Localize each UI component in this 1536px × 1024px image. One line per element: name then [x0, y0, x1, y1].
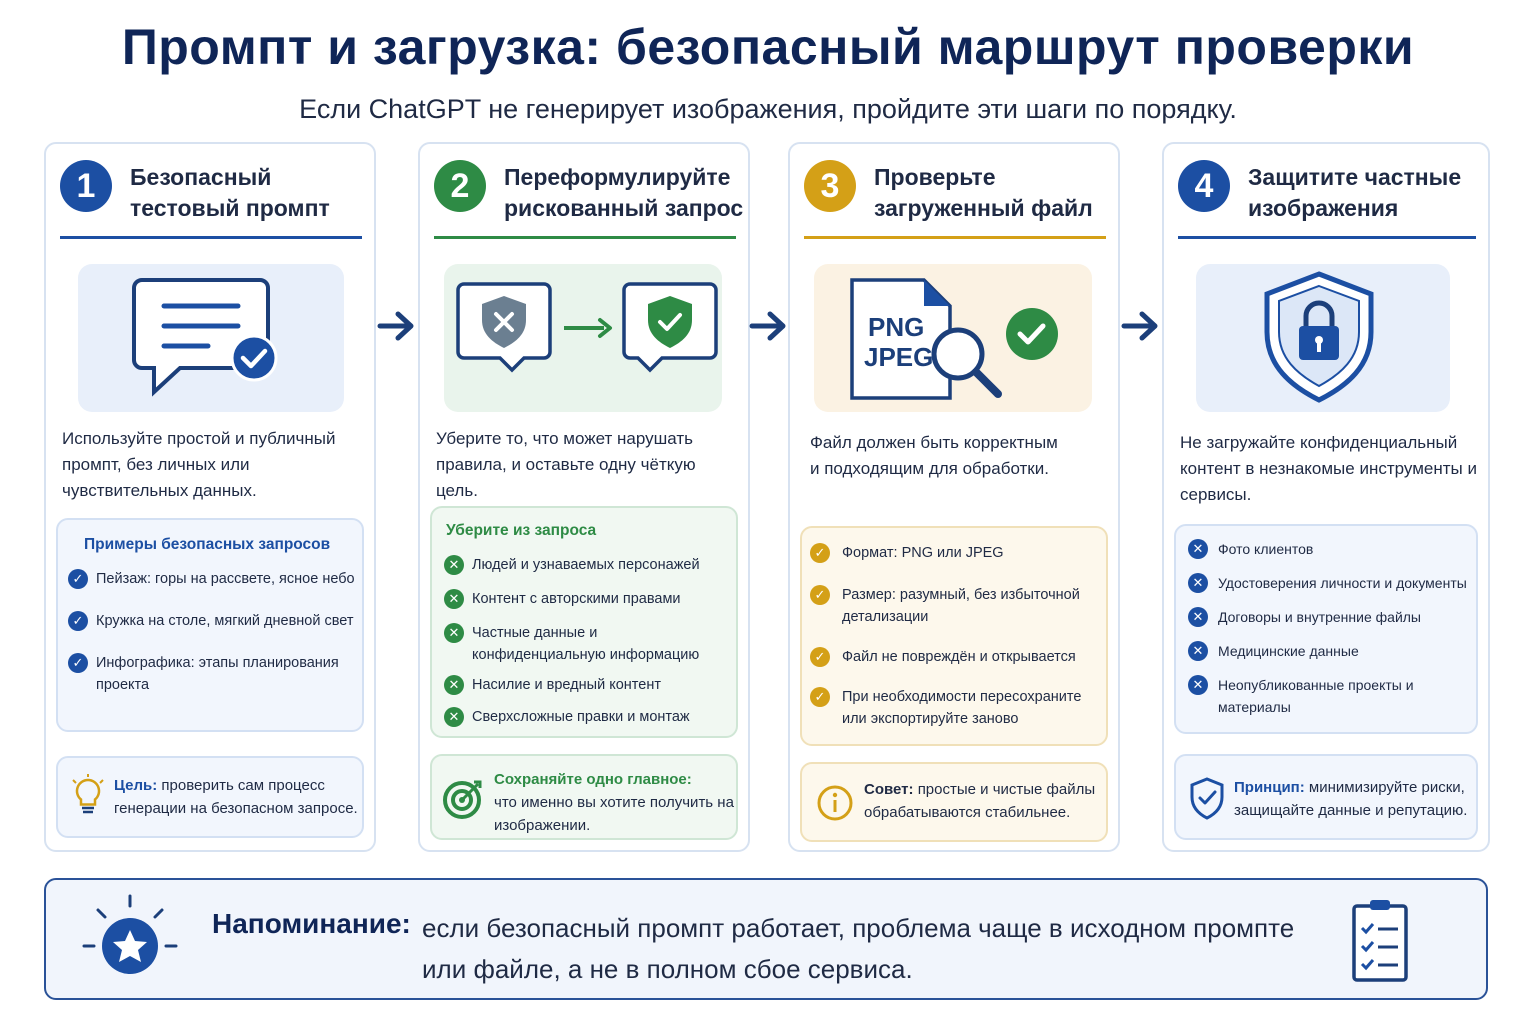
tip-label: Принцип:	[1234, 779, 1305, 796]
check-icon: ✓	[68, 653, 88, 673]
tip-label: Сохраняйте одно главное:	[494, 771, 692, 788]
tip-label: Совет:	[864, 781, 914, 798]
step-title: Защитите частные изображения	[1248, 164, 1462, 221]
check-icon: ✓	[810, 543, 830, 563]
png-label: PNG	[868, 312, 925, 342]
lightbulb-icon	[68, 774, 108, 820]
list-item-text: Насилие и вредный контент	[472, 677, 661, 693]
list-item	[58, 568, 362, 590]
list-item	[432, 622, 732, 666]
list-item-text: Удостоверения личности и документы	[1218, 575, 1467, 591]
list-item	[58, 610, 362, 632]
x-icon: ✕	[1188, 641, 1208, 661]
step-number-badge: 1	[60, 160, 112, 212]
step-illustration	[78, 264, 344, 412]
remove-list-box	[430, 506, 738, 738]
file-search-icon	[814, 264, 1096, 412]
list-item	[58, 652, 344, 696]
file-checklist-box	[800, 526, 1108, 746]
step-card-3	[788, 142, 1120, 852]
shield-check-icon	[1188, 776, 1226, 820]
info-icon	[816, 784, 854, 822]
list-item-text: Контент с авторскими правами	[472, 591, 681, 607]
advice-tip-box	[800, 762, 1108, 842]
goal-tip-box	[56, 756, 364, 838]
reminder-banner	[44, 878, 1488, 1000]
arrow-right-icon	[1120, 306, 1160, 346]
check-icon: ✓	[68, 569, 88, 589]
shield-lock-icon	[1196, 264, 1450, 412]
list-item-text: Фото клиентов	[1218, 541, 1314, 557]
step-card-1	[44, 142, 376, 852]
x-icon: ✕	[444, 707, 464, 727]
list-item	[1176, 640, 1476, 662]
divider	[60, 236, 362, 239]
x-icon: ✕	[1188, 675, 1208, 695]
list-item	[432, 706, 736, 728]
list-item	[1176, 538, 1476, 560]
private-list-box	[1174, 524, 1478, 734]
check-icon: ✓	[68, 611, 88, 631]
x-icon: ✕	[444, 555, 464, 575]
list-item	[802, 686, 1102, 730]
tip-body: простые и чистые файлы обрабатываются стабильнее.	[864, 781, 1096, 821]
list-item	[802, 646, 1106, 668]
remove-box-title: Уберите из запроса	[446, 522, 597, 539]
x-icon: ✕	[1188, 573, 1208, 593]
list-item-text: Частные данные и конфиденциальную информацию	[472, 625, 700, 663]
divider	[434, 236, 736, 239]
examples-box	[56, 518, 364, 732]
x-icon: ✕	[444, 675, 464, 695]
step-description: Уберите то, что может нарушать правила, и оставьте одну чёткую цель.	[436, 429, 696, 500]
chat-check-icon	[78, 264, 348, 412]
x-icon: ✕	[1188, 607, 1208, 627]
list-item-text: Кружка на столе, мягкий дневной свет	[96, 613, 354, 629]
x-icon: ✕	[1188, 539, 1208, 559]
step-header-4	[1178, 160, 1476, 240]
list-item	[802, 584, 1102, 628]
list-item-text: При необходимости пересохраните или экспортируйте заново	[842, 689, 1082, 727]
list-item-text: Файл не повреждён и открывается	[842, 649, 1076, 665]
tip-text	[864, 778, 1114, 824]
step-illustration	[444, 264, 722, 412]
step-card-2	[418, 142, 750, 852]
list-item-text: Сверхсложные правки и монтаж	[472, 709, 690, 725]
step-title: Безопасный тестовый промпт	[130, 164, 330, 221]
star-badge-icon	[80, 890, 180, 990]
list-item-text: Медицинские данные	[1218, 643, 1359, 659]
list-item-text: Формат: PNG или JPEG	[842, 545, 1004, 561]
list-item	[1176, 674, 1446, 718]
arrow-right-icon	[748, 306, 788, 346]
checklist-icon	[1348, 898, 1412, 984]
tip-label: Цель:	[114, 777, 158, 794]
step-illustration	[1196, 264, 1450, 412]
step-header-1	[60, 160, 362, 240]
page-subtitle: Если ChatGPT не генерирует изображения, пройдите эти шаги по порядку.	[299, 94, 1237, 124]
examples-box-title: Примеры безопасных запросов	[84, 536, 331, 553]
tip-body: минимизируйте риски, защищайте данные и репутацию.	[1234, 779, 1468, 819]
x-icon: ✕	[444, 623, 464, 643]
step-description: Не загружайте конфиденциальный контент в незнакомые инструменты и сервисы.	[1180, 433, 1477, 504]
page-title: Промпт и загрузка: безопасный маршрут проверки	[121, 19, 1415, 75]
step-header-2	[434, 160, 744, 240]
reminder-text: если безопасный промпт работает, проблема чаще в исходном промпте или файле, а не в полном сбое сервиса.	[422, 913, 1295, 984]
step-illustration	[814, 264, 1092, 412]
list-item	[432, 554, 736, 576]
step-number-badge: 3	[804, 160, 856, 212]
x-icon: ✕	[444, 589, 464, 609]
list-item	[1176, 606, 1476, 628]
divider	[1178, 236, 1476, 239]
list-item-text: Пейзаж: горы на рассвете, ясное небо	[96, 571, 355, 587]
reminder-label: Напоминание:	[212, 908, 411, 939]
check-icon: ✓	[810, 585, 830, 605]
tip-text	[1234, 776, 1484, 822]
divider	[804, 236, 1106, 239]
shield-transform-icon	[444, 264, 724, 412]
tip-text	[114, 774, 364, 820]
list-item-text: Размер: разумный, без избыточной детализации	[842, 587, 1080, 625]
step-title: Проверьте загруженный файл	[874, 164, 1093, 221]
list-item-text: Людей и узнаваемых персонажей	[472, 557, 700, 573]
step-description: Используйте простой и публичный промпт, без личных или чувствительных данных.	[62, 429, 336, 500]
tip-text	[494, 768, 744, 837]
step-number-badge: 2	[434, 160, 486, 212]
list-item-text: Неопубликованные проекты и материалы	[1218, 677, 1414, 715]
keep-main-tip-box	[430, 754, 738, 840]
step-header-3	[804, 160, 1106, 240]
list-item	[432, 588, 736, 610]
list-item	[802, 542, 1106, 564]
tip-body: что именно вы хотите получить на изображении.	[494, 794, 734, 834]
list-item-text: Договоры и внутренние файлы	[1218, 609, 1421, 625]
list-item	[432, 674, 736, 696]
step-card-4	[1162, 142, 1490, 852]
jpeg-label: JPEG	[864, 342, 934, 372]
principle-tip-box	[1174, 754, 1478, 840]
step-description: Файл должен быть корректным и подходящим для обработки.	[810, 433, 1058, 478]
list-item	[1176, 572, 1476, 594]
target-icon	[442, 778, 484, 820]
tip-body: проверить сам процесс генерации на безопасном запросе.	[114, 777, 358, 817]
step-title: Переформулируйте рискованный запрос	[504, 164, 744, 221]
arrow-right-icon	[376, 306, 416, 346]
check-icon: ✓	[810, 687, 830, 707]
list-item-text: Инфографика: этапы планирования проекта	[96, 655, 339, 693]
step-number-badge: 4	[1178, 160, 1230, 212]
check-icon: ✓	[810, 647, 830, 667]
